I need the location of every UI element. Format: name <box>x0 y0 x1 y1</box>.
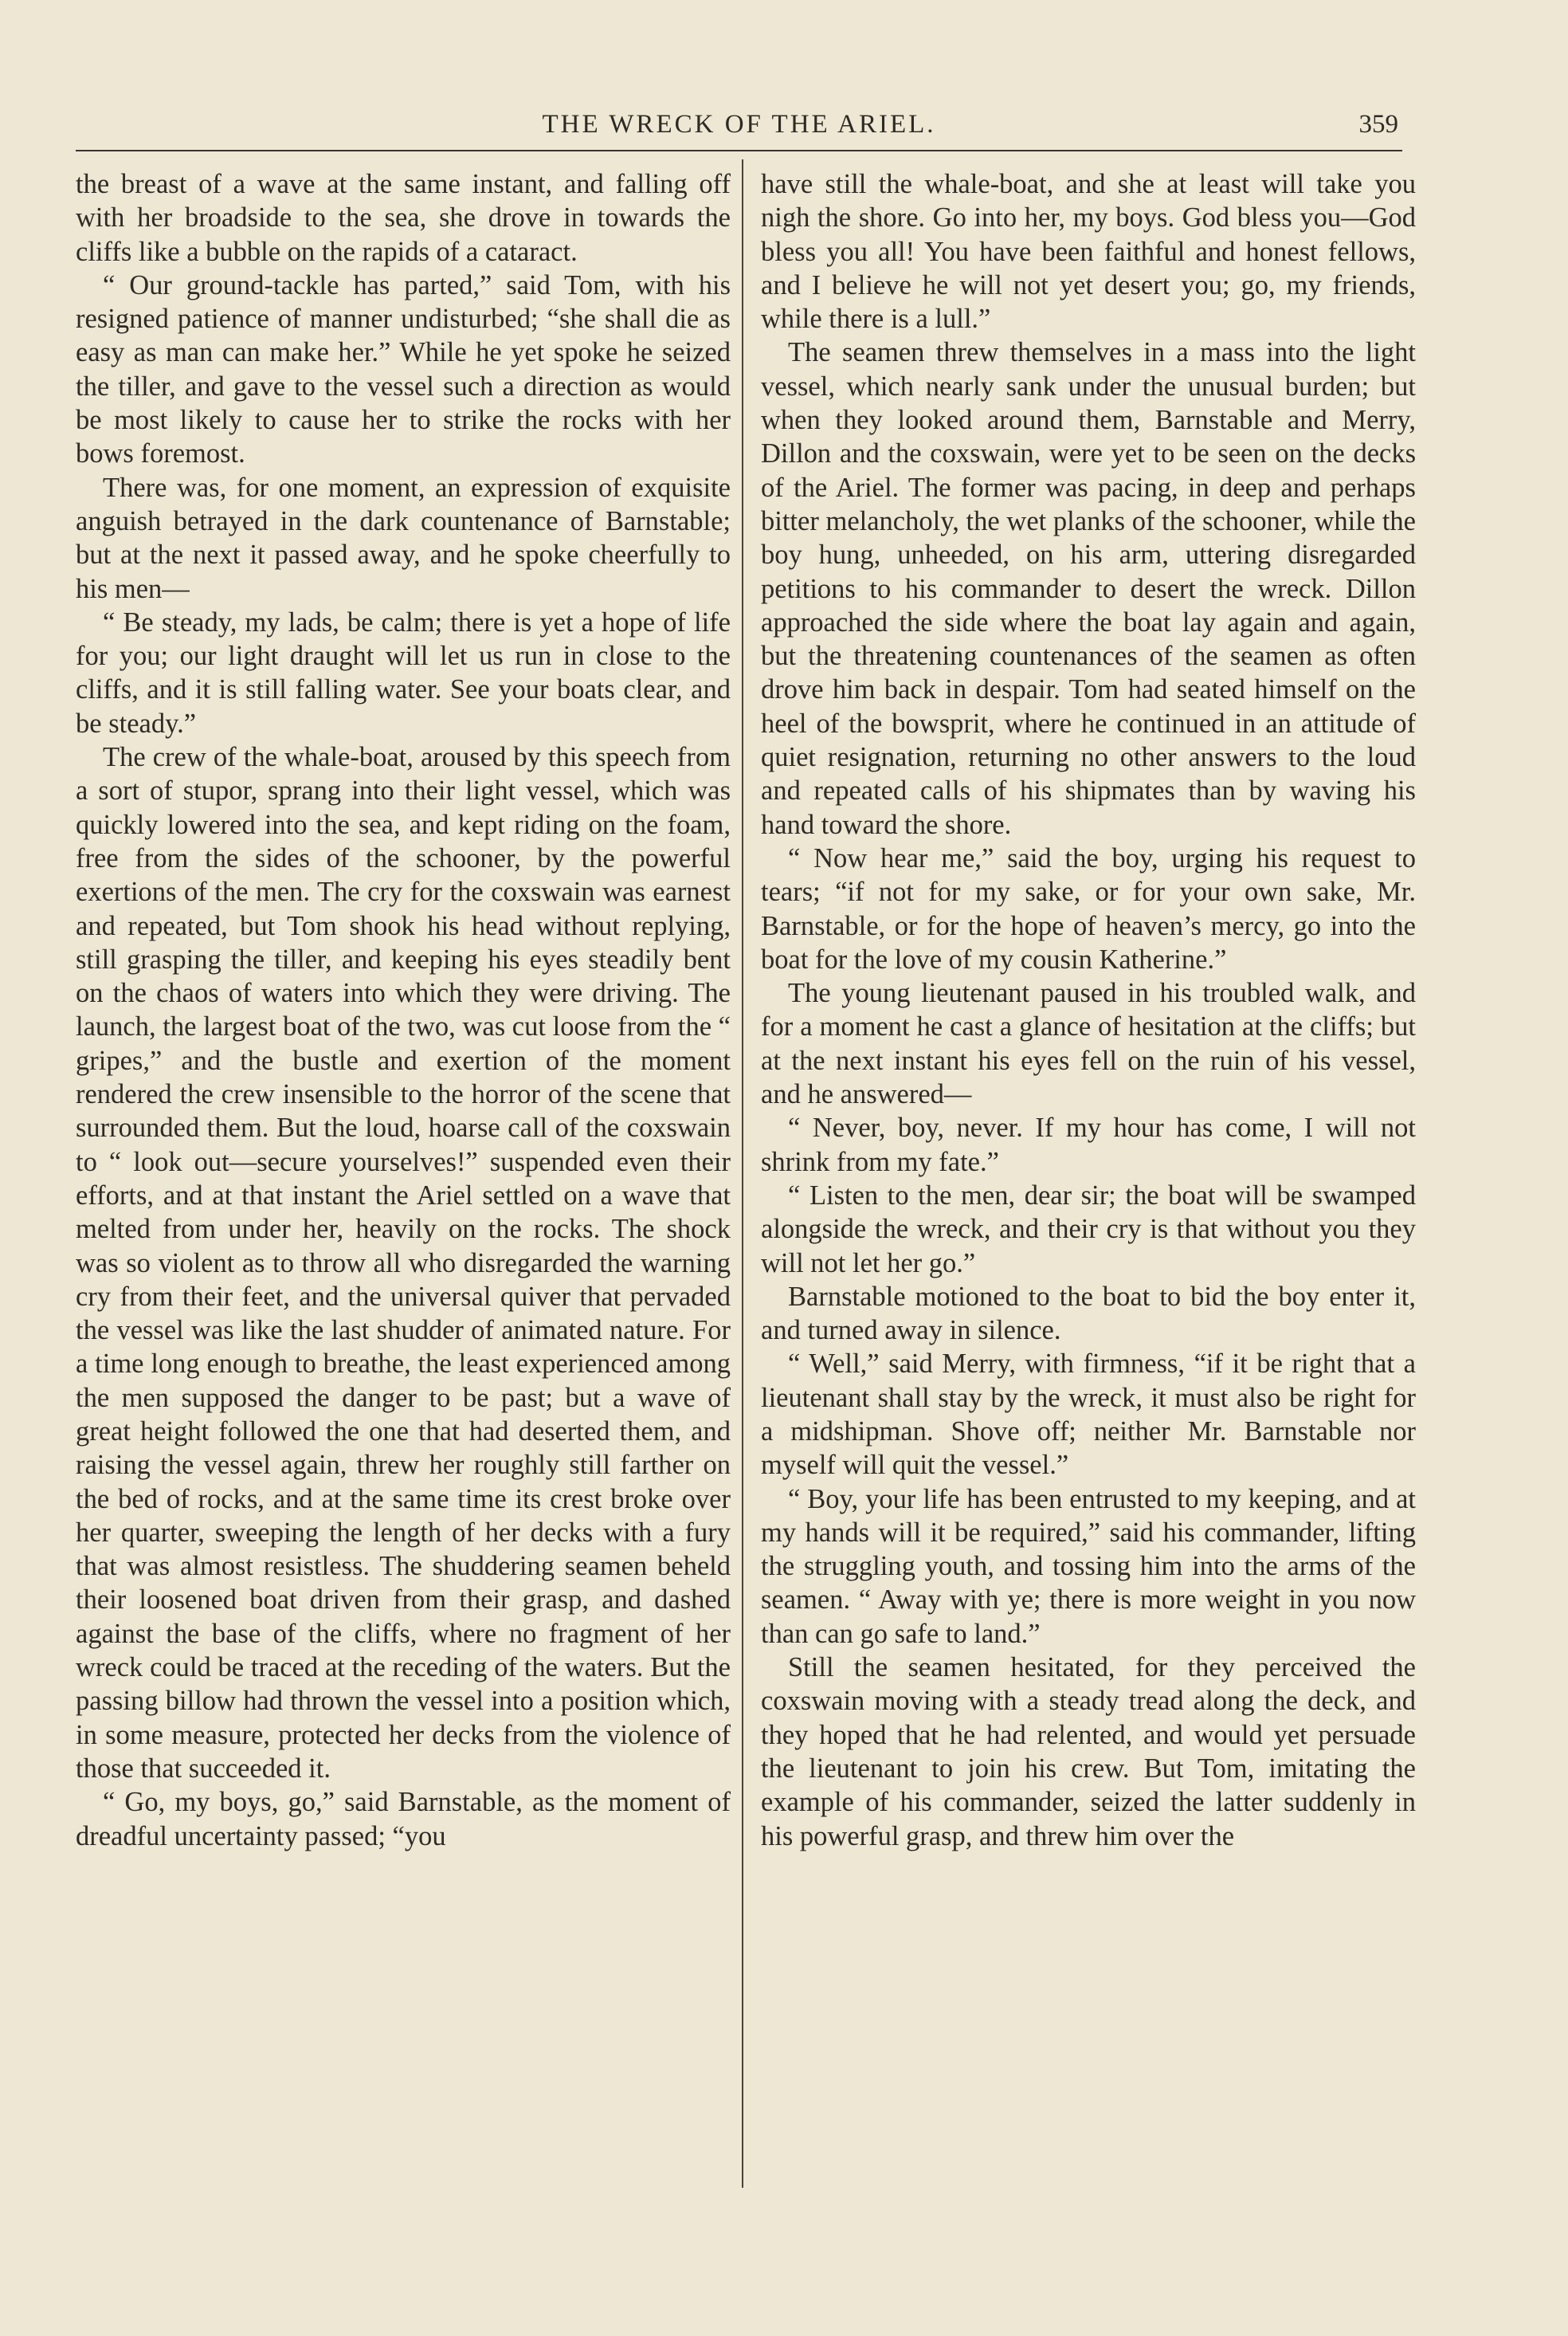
paragraph: “ Now hear me,” said the boy, urging his request to tears; “if not for my sake, or for your own sake, Mr. Barnstable, or for the hope of heaven’s mercy, go into the boat for the love of my cousin Katherine.” <box>761 842 1416 975</box>
paragraph: “ Be steady, my lads, be calm; there is yet a hope of life for you; our light draught will let us run in close to the cliffs, and it is still falling water. See your boats clear, and be steady.” <box>76 607 731 739</box>
paragraph: “ Never, boy, never. If my hour has come, I will not shrink from my fate.” <box>761 1113 1416 1177</box>
paragraph: “ Well,” said Merry, with firmness, “if it be right that a lieutenant shall stay by the wreck, it must also be right for a midshipman. Shove off; neither Mr. Barnstable nor myself will quit the vessel.” <box>761 1349 1416 1481</box>
paragraph: The crew of the whale-boat, aroused by this speech from a sort of stupor, sprang into their light vessel, which was quickly lowered into the sea, and kept riding on the foam, free from the sides of the schooner, by the powerful exertions of the men. The cry for the coxswain was earnest and repeated, but Tom shook his head without replying, still grasping the tiller, and keeping his eyes steadily bent on the chaos of waters into which they were driving. The launch, the largest boat of the two, was cut loose from the “ gripes,” and the bustle and exertion of the moment rendered the crew insensible to the horror of the scene that surrounded them. But the loud, hoarse call of the coxswain to “ look out—secure yourselves!” suspended even their efforts, and at that instant the Ariel settled on a wave that melted from under her, heavily on the rocks. The shock was so violent as to throw all who disregarded the warning cry from their feet, and the universal quiver that pervaded the vessel was like the last shudder of animated nature. For a time long enough to breathe, the least experienced among the men supposed the danger to be past; but a wave of great height followed the one that had deserted them, and raising the vessel again, threw her roughly still farther on the bed of rocks, and at the same time its crest broke over her quarter, sweeping the length of her decks with a fury that was almost resistless. The shuddering seamen beheld their loosened boat driven from their grasp, and dashed against the base of the cliffs, where no fragment of her wreck could be traced at the receding of the waters. But the passing billow had thrown the vessel into a position which, in some measure, protected her decks from the violence of those that succeeded it. <box>76 742 731 1784</box>
left-column <box>76 167 731 1853</box>
paragraph: “ Listen to the men, dear sir; the boat will be swamped alongside the wreck, and their cry is that without you they will not let her go.” <box>761 1180 1416 1278</box>
running-title: THE WRECK OF THE ARIEL. <box>542 110 936 139</box>
paragraph: “ Boy, your life has been entrusted to my keeping, and at my hands will it be required,” said his commander, lifting the struggling youth, and tossing him into the arms of the seamen. “ Away with ye; there is more weight in you now than can go safe to land.” <box>761 1483 1416 1649</box>
paragraph: The young lieutenant paused in his troubled walk, and for a moment he cast a glance of hesitation at the cliffs; but at the next instant his eyes fell on the ruin of his vessel, and he answered— <box>761 978 1416 1110</box>
paragraph: have still the whale-boat, and she at least will take you nigh the shore. Go into her, my boys. God bless you—God bless you all! You have been faithful and honest fellows, and I believe he will not yet desert you; go, my friends, while there is a lull.” <box>761 169 1416 335</box>
paragraph: the breast of a wave at the same instant, and falling off with her broadside to the sea, she drove in towards the cliffs like a bubble on the rapids of a cataract. <box>76 169 731 267</box>
right-column <box>761 167 1416 1853</box>
paragraph: Barnstable motioned to the boat to bid the boy enter it, and turned away in silence. <box>761 1281 1416 1346</box>
paragraph: Still the seamen hesitated, for they perceived the coxswain moving with a steady tread along the deck, and they hoped that he had relented, and would yet persuade the lieutenant to join his crew. But Tom, imitating the example of his commander, seized the latter suddenly in his powerful grasp, and threw him over the <box>761 1652 1416 1851</box>
column-divider <box>742 159 743 2188</box>
paragraph: “ Go, my boys, go,” said Barnstable, as the moment of dreadful uncertainty passed; “you <box>76 1787 731 1851</box>
paragraph: “ Our ground-tackle has parted,” said Tom, with his resigned patience of manner undisturbed; “she shall die as easy as man can make her.” While he yet spoke he seized the tiller, and gave to the vessel such a direction as would be most likely to cause her to strike the rocks with her bows foremost. <box>76 269 731 469</box>
paragraph: The seamen threw themselves in a mass into the light vessel, which nearly sank under the unusual burden; but when they looked around them, Barnstable and Merry, Dillon and the coxswain, were yet to be seen on the decks of the Ariel. The former was pacing, in deep and perhaps bitter melancholy, the wet planks of the schooner, while the boy hung, unheeded, on his arm, uttering disregarded petitions to his commander to desert the wreck. Dillon approached the side where the boat lay again and again, but the threatening countenances of the seamen as often drove him back in despair. Tom had seated himself on the heel of the bowsprit, where he continued in an attitude of quiet resignation, returning no other answers to the loud and repeated calls of his shipmates than by waving his hand toward the shore. <box>761 337 1416 840</box>
page-header <box>76 102 1402 151</box>
page-number: 359 <box>1358 110 1398 139</box>
paragraph: There was, for one moment, an expression of exquisite anguish betrayed in the dark countenance of Barnstable; but at the next it passed away, and he spoke cheerfully to his men— <box>76 472 731 604</box>
